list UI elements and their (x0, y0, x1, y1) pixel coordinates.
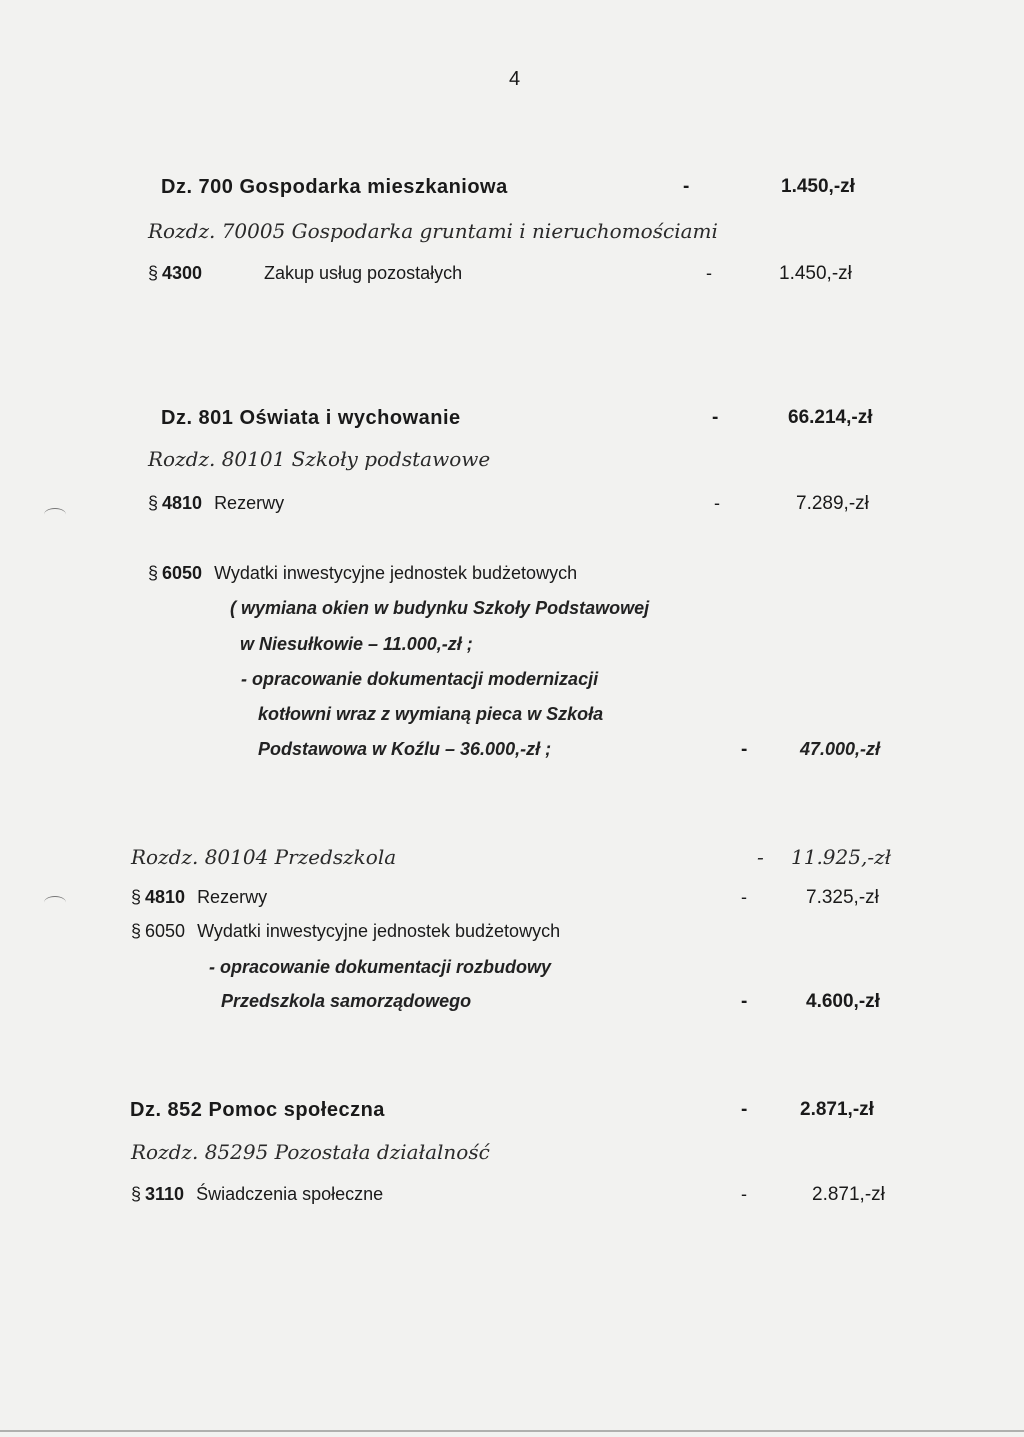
section-700-amount: 1.450,-zł (781, 176, 855, 197)
paragraph-4810 (148, 493, 284, 514)
note-line: w Niesułkowie – 11.000,-zł ; (240, 634, 473, 654)
note-line: Przedszkola samorządowego (221, 991, 472, 1011)
note-line: kotłowni wraz z wymianą pieca w Szkoła (258, 704, 604, 724)
paragraph-label: Rezerwy (214, 493, 285, 513)
paragraph-3110 (131, 1184, 383, 1205)
paragraph-4810-amount: 7.289,-zł (796, 493, 869, 514)
note-line: Podstawowa w Koźlu – 36.000,-zł ; (258, 739, 552, 759)
dash: - (741, 887, 747, 907)
paragraph-code: 6050 (162, 563, 203, 583)
dash: - (683, 176, 690, 197)
dash: - (706, 263, 712, 283)
punch-mark (44, 896, 66, 909)
dash: - (757, 845, 764, 869)
rozdz-85295: Rozdz. 85295 Pozostała działalność (131, 1140, 490, 1164)
paragraph-code: 4810 (145, 887, 186, 907)
rozdz-80104-amount: 11.925,-zł (791, 845, 892, 869)
rozdz-80101: Rozdz. 80101 Szkoły podstawowe (148, 447, 491, 471)
page-number: 4 (509, 68, 521, 90)
dash: - (741, 1099, 748, 1120)
dash: - (741, 1184, 747, 1204)
scan-edge (0, 1430, 1024, 1432)
section-801-title: Dz. 801 Oświata i wychowanie (161, 407, 461, 429)
paragraph-4810-amount: 7.325,-zł (806, 887, 879, 908)
paragraph-4300-amount: 1.450,-zł (779, 263, 852, 284)
note-line: - opracowanie dokumentacji modernizacji (241, 669, 599, 689)
paragraph-label: Wydatki inwestycyjne jednostek budżetowych (214, 563, 578, 583)
punch-mark (44, 508, 66, 521)
section-sign: § (131, 887, 142, 907)
paragraph-3110-amount: 2.871,-zł (812, 1184, 885, 1205)
section-sign: § (148, 263, 159, 283)
section-852-amount: 2.871,-zł (800, 1099, 874, 1120)
paragraph-code: 6050 (145, 921, 186, 941)
dash: - (741, 739, 748, 760)
paragraph-label: Świadczenia społeczne (196, 1184, 384, 1204)
paragraph-code: 3110 (145, 1184, 185, 1204)
section-sign: § (148, 563, 159, 583)
paragraph-4300 (148, 263, 214, 284)
section-801-amount: 66.214,-zł (788, 407, 873, 428)
section-sign: § (131, 921, 142, 941)
rozdz-70005: Rozdz. 70005 Gospodarka gruntami i nieruchomościami (148, 219, 718, 243)
section-700-title: Dz. 700 Gospodarka mieszkaniowa (161, 176, 508, 198)
rozdz-80104: Rozdz. 80104 Przedszkola (131, 845, 397, 869)
paragraph-6050 (131, 921, 560, 942)
section-sign: § (131, 1184, 142, 1204)
paragraph-6050-amount: 47.000,-zł (800, 739, 881, 759)
note-line: - opracowanie dokumentacji rozbudowy (209, 957, 552, 977)
dash: - (741, 991, 748, 1012)
paragraph-4810 (131, 887, 267, 908)
paragraph-code: 4300 (162, 263, 203, 283)
paragraph-6050-amount: 4.600,-zł (806, 991, 880, 1012)
paragraph-label: Rezerwy (197, 887, 268, 907)
paragraph-label: Wydatki inwestycyjne jednostek budżetowych (197, 921, 561, 941)
paragraph-4300-label: Zakup usług pozostałych (264, 263, 463, 283)
section-sign: § (148, 493, 159, 513)
dash: - (712, 407, 719, 428)
section-852-title: Dz. 852 Pomoc społeczna (130, 1099, 385, 1121)
dash: - (714, 493, 720, 513)
paragraph-code: 4810 (162, 493, 203, 513)
note-line: ( wymiana okien w budynku Szkoły Podstawowej (230, 598, 650, 618)
paragraph-6050 (148, 563, 577, 584)
